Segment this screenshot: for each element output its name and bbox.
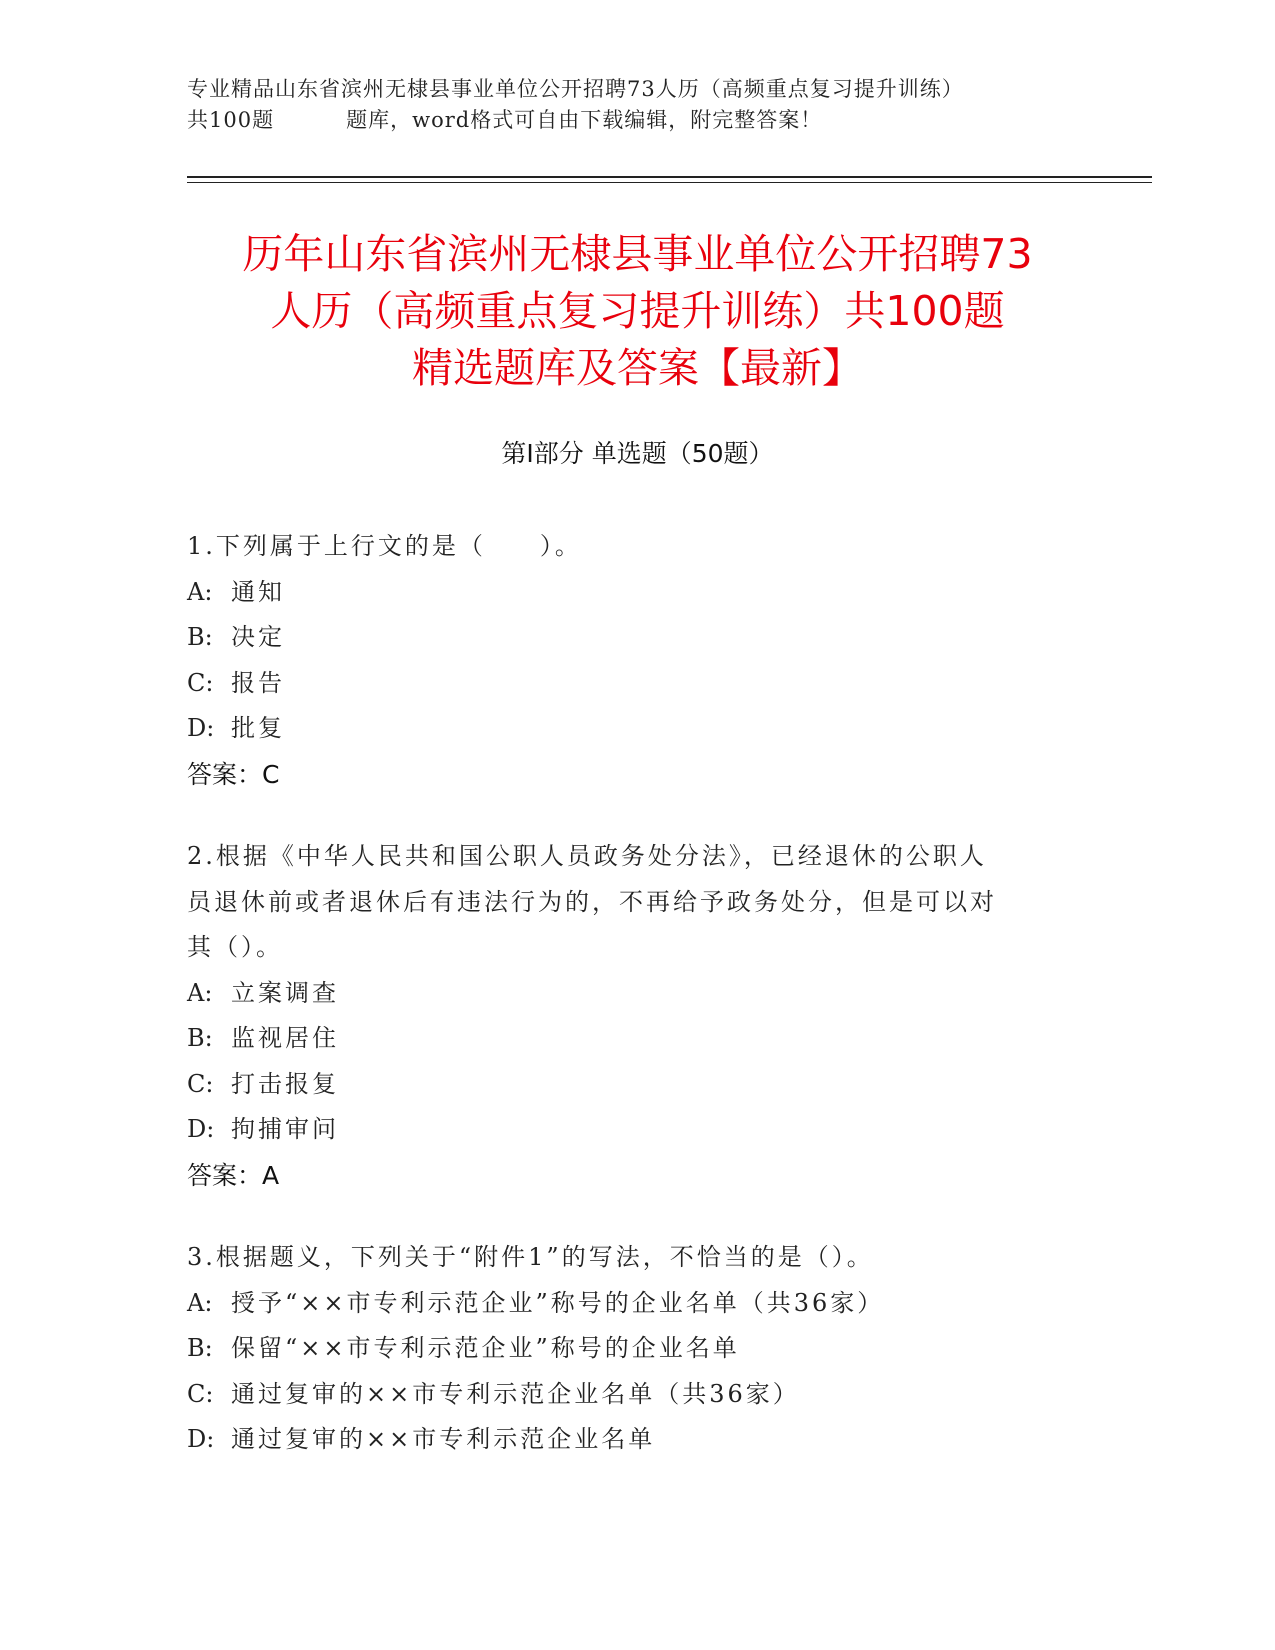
answer-key: 答案：A [187, 1160, 280, 1190]
question-stem: 1.下列属于上行文的是（ ）。 [187, 532, 582, 560]
answer-option [187, 971, 1057, 1017]
answer-option [187, 706, 1057, 752]
option-label: A: [187, 1288, 213, 1317]
option-text: 通过复审的××市专利示范企业名单 [231, 1425, 656, 1453]
option-text: 立案调查 [231, 978, 339, 1007]
option-text: 授予“××市专利示范企业”称号的企业名单（共36家） [231, 1288, 885, 1317]
answer-option [187, 1016, 1057, 1062]
option-label: D: [187, 1115, 215, 1143]
option-label: C: [187, 1379, 214, 1408]
option-label: A: [187, 577, 213, 606]
answer-option [187, 1326, 1057, 1372]
option-text: 决定 [231, 623, 285, 651]
question-stem: 2.根据《中华人民共和国公职人员政务处分法》，已经退休的公职人 [187, 842, 987, 870]
answer-option [187, 1062, 1057, 1108]
answer-option [187, 1372, 1057, 1418]
option-text: 批复 [231, 714, 285, 742]
header-description: 题库，word格式可自由下载编辑，附完整答案！ [346, 108, 823, 132]
answer-option [187, 1281, 1057, 1327]
option-label: B: [187, 1024, 213, 1052]
header-divider-thin [187, 182, 1152, 183]
document-title [150, 226, 1125, 397]
answer-key: 答案：C [187, 759, 280, 789]
header-divider-thick [187, 176, 1152, 178]
title-line-3: 精选题库及答案【最新】 [412, 344, 863, 392]
answer-option [187, 570, 1057, 616]
question-stem: 员退休前或者退休后有违法行为的，不再给予政务处分，但是可以对 [187, 887, 997, 916]
option-label: B: [187, 623, 213, 651]
header-line-1: 专业精品山东省滨州无棣县事业单位公开招聘73人历（高频重点复习提升训练） [187, 77, 964, 101]
option-label: C: [187, 668, 214, 697]
question-stem: 3.根据题义，下列关于“附件1”的写法，不恰当的是（）。 [187, 1243, 874, 1271]
option-label: D: [187, 714, 215, 742]
answer-option [187, 1417, 1057, 1463]
answer-option [187, 615, 1057, 661]
option-label: D: [187, 1425, 215, 1453]
question-item [187, 1235, 1057, 1463]
question-item [187, 524, 1057, 797]
title-line-1: 历年山东省滨州无棣县事业单位公开招聘73 [242, 230, 1033, 278]
answer-option [187, 661, 1057, 707]
header-line-2 [187, 105, 1087, 136]
option-text: 通知 [231, 577, 285, 606]
header-question-count: 共100题 [187, 108, 275, 132]
option-text: 报告 [231, 668, 285, 697]
option-text: 打击报复 [231, 1069, 339, 1098]
question-item [187, 834, 1057, 1198]
option-label: C: [187, 1069, 214, 1098]
title-line-2: 人历（高频重点复习提升训练）共100题 [270, 287, 1005, 335]
question-list [187, 524, 1057, 1500]
option-text: 保留“××市专利示范企业”称号的企业名单 [231, 1334, 740, 1362]
option-label: B: [187, 1334, 213, 1362]
option-text: 监视居住 [231, 1024, 339, 1052]
page-header [187, 74, 1087, 136]
question-stem: 其（）。 [187, 933, 283, 961]
option-text: 拘捕审问 [231, 1115, 339, 1143]
section-title: 第I部分 单选题（50题） [501, 439, 774, 468]
answer-option [187, 1107, 1057, 1153]
option-text: 通过复审的××市专利示范企业名单（共36家） [231, 1379, 800, 1408]
option-label: A: [187, 978, 213, 1007]
